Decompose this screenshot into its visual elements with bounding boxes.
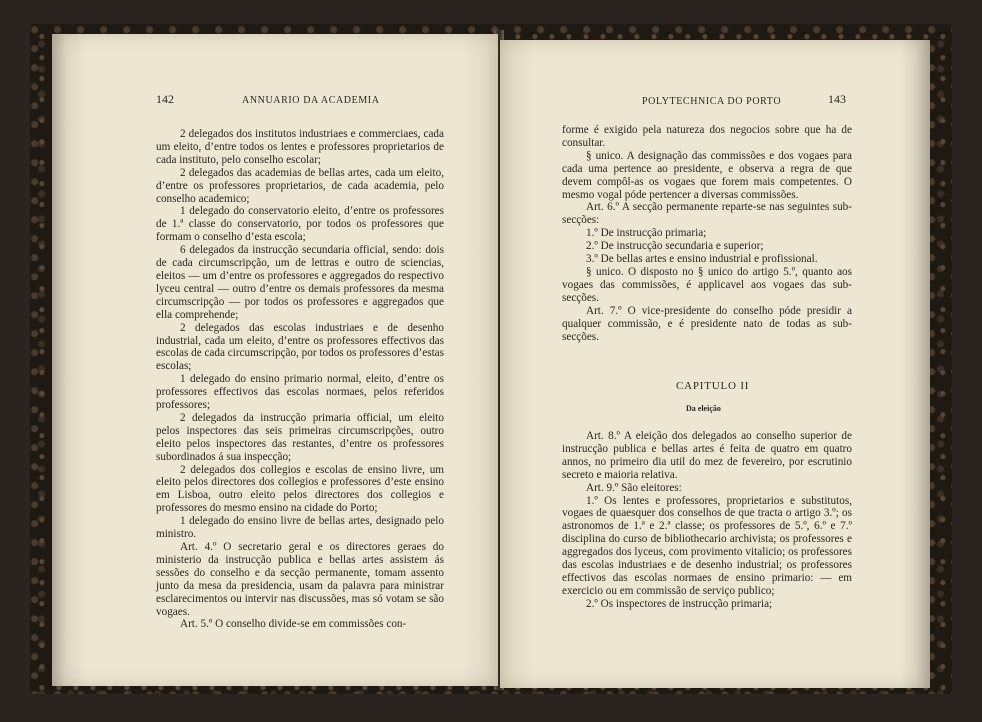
paragraph: Art. 6.º A secção permanente reparte-se nas seguintes sub-secções: [562, 201, 852, 227]
paragraph: 2.º Os inspectores de instrucção primaria; [586, 597, 773, 610]
paragraph: Art. 4.º O secretario geral e os directores geraes do ministerio da instrucção publica e bellas artes assistem ás sessões do conselho e da secção permanente, tomam assento junto da mesa da presidencia, usam da palavra para ministrar esclarecimentos ou intervir nas discussões, mas só votam se são vogaes. [156, 541, 444, 618]
right-page [500, 40, 930, 688]
right-page-body-bottom [562, 430, 852, 611]
right-page-body-top [562, 124, 852, 343]
right-page-header: POLYTECHNICA DO PORTO [642, 96, 782, 107]
paragraph: 1 delegado do ensino primario normal, eleito, d’entre os professores effectivos das escolas normaes, pelos referidos professores; [156, 373, 444, 412]
left-page [52, 34, 498, 686]
paragraph: § unico. A designação das commissões e dos vogaes para cada uma pertence ao presidente, e observa a regra de que devem compôl-as os vogaes que forem mais competentes. O mesmo vogal póde pertencer a diversas commissões. [562, 149, 852, 201]
paragraph: 1 delegado do conservatorio eleito, d’entre os professores de 1.ª classe do conservatorio, por todos os professores que formam o conselho d’esta escola; [156, 205, 444, 244]
list-item: 1.º De instrucção primaria; [586, 227, 707, 240]
left-page-number: 142 [156, 92, 174, 106]
paragraph: § unico. O disposto no § unico do artigo 5.º, quanto aos vogaes das commissões, é applicavel aos vogaes das sub-secções. [562, 265, 852, 304]
paragraph: Art. 7.º O vice-presidente do conselho póde presidir a qualquer commissão, e é presidente nato de todas as sub-secções. [562, 304, 852, 343]
left-page-header: ANNUARIO DA ACADEMIA [242, 95, 380, 106]
paragraph: 6 delegados da instrucção secundaria official, sendo: dois de cada circumscripção, um de lettras e outro de sciencias, eleitos — um d’entre os professores e aggregados do respectivo lyceu central — outro d’entre os demais professores da mesma circumscripção — por todos os professores e aggregados que ella comprehende; [156, 244, 444, 321]
paragraph: forme é exigido pela natureza dos negocios sobre que ha de consultar. [562, 124, 852, 149]
paragraph: 2 delegados das escolas industriaes e de desenho industrial, cada um eleito, d’entre os professores effectivos das escolas de cada circumscripção, por todos os professores d’estas escolas; [156, 321, 444, 373]
left-page-body [156, 128, 444, 631]
paragraph: 2 delegados dos institutos industriaes e commerciaes, cada um eleito, d’entre todos os lentes e professores proprietarios de cada instituto, pelo conselho escolar; [156, 128, 444, 166]
chapter-title: CAPITULO II [676, 380, 750, 392]
paragraph: 2 delegados da instrucção primaria official, um eleito pelos inspectores das seis primeiras circumscripções, outro eleito pelos inspectores das restantes, d’entre os professores subordinados á sua inspecção; [156, 411, 444, 463]
paragraph: Art. 9.º São eleitores: [586, 481, 682, 494]
list-item: 2.º De instrucção secundaria e superior; [586, 240, 764, 253]
paragraph: 1.º Os lentes e professores, proprietarios e substitutos, vogaes de quaesquer dos conselhos de que tracta o artigo 3.º; os astronomos de 1.ª e 2.ª classe; os professores de 5.º, 6.º e 7.º disciplina do curso de bibliothecario archivista; os professores e aggregados dos lyceus, com provimento vitalicio; os professores das escolas industriaes e de desenho industrial; os professores effectivos das escolas normaes de ensino primario: — em exercicio ou em commissão de serviço publico; [562, 494, 852, 597]
right-page-number: 143 [828, 92, 846, 106]
paragraph: 2 delegados das academias de bellas artes, cada um eleito, d’entre os professores proprietarios, de cada academia, pelo conselho academico; [156, 166, 444, 205]
paragraph: 1 delegado do ensino livre de bellas artes, designado pelo ministro. [156, 515, 444, 541]
chapter-subtitle: Da eleição [686, 404, 721, 413]
list-item: 3.º De bellas artes e ensino industrial e profissional. [586, 253, 818, 266]
paragraph: 2 delegados dos collegios e escolas de ensino livre, um eleito pelos directores dos collegios e professores d’este ensino em Lisboa, outro eleito pelos directores dos collegios e professores do mesmo ensino na cidade do Porto; [156, 463, 444, 515]
paragraph: Art. 5.º O conselho divide-se em commissões con- [180, 618, 407, 631]
paragraph: Art. 8.º A eleição dos delegados ao conselho superior de instrucção publica e bellas artes é feita de quatro em quatro annos, no primeiro dia util do mez de fevereiro, por escrutinio secreto e maioria relativa. [562, 430, 852, 481]
